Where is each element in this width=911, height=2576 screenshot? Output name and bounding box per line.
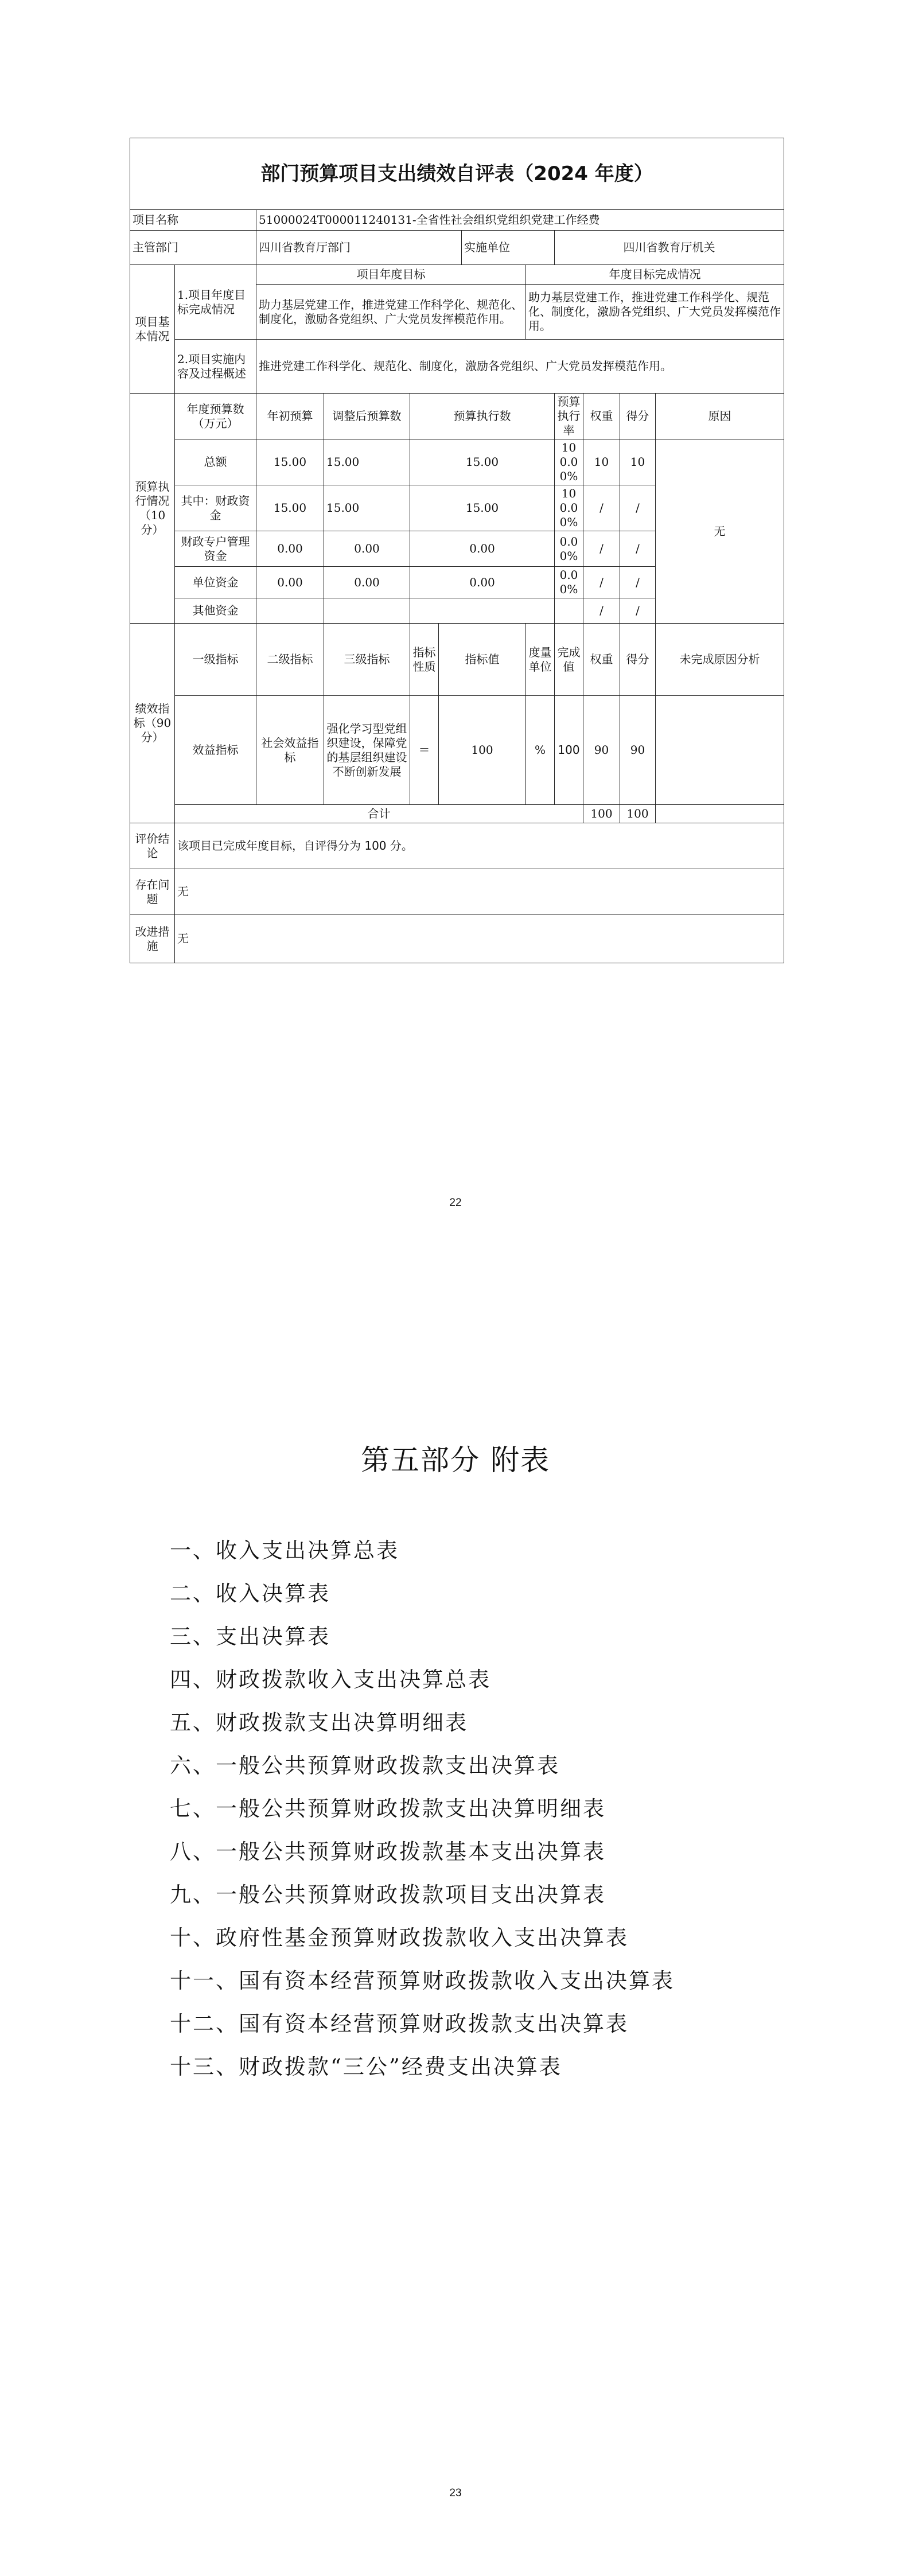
- goal-label: 1.项目年度目标完成情况: [175, 265, 256, 340]
- budget-row-weight: /: [583, 485, 620, 531]
- budget-row-adjusted: 15.00: [324, 485, 410, 531]
- budget-header-initial: 年初预算: [256, 394, 324, 439]
- budget-row-executed: 15.00: [410, 439, 555, 485]
- eval-label: 评价结论: [130, 823, 175, 869]
- perf-header-level3: 三级指标: [324, 624, 410, 696]
- budget-row-weight: 10: [583, 439, 620, 485]
- budget-row-score: /: [620, 567, 656, 598]
- measure-label: 改进措施: [130, 915, 175, 963]
- project-name-value: 51000024T000011240131-全省性社会组织党组织党建工作经费: [256, 210, 784, 231]
- budget-row-weight: /: [583, 531, 620, 567]
- done-text: 助力基层党建工作，推进党建工作科学化、规范化、制度化，激励各党组织、广大党员发挥模范作用。: [526, 285, 784, 340]
- budget-row-rate: 0.00%: [555, 567, 583, 598]
- content-label: 2.项目实施内容及过程概述: [175, 340, 256, 394]
- perf-label: 绩效指标（90分）: [130, 624, 175, 823]
- perf-header-reason: 未完成原因分析: [656, 624, 784, 696]
- list-item: 十三、财政拨款“三公”经费支出决算表: [170, 2054, 562, 2079]
- performance-self-evaluation-table: [130, 138, 784, 963]
- budget-row-executed: 0.00: [410, 531, 555, 567]
- list-item: 十、政府性基金预算财政拨款收入支出决算表: [170, 1925, 629, 1950]
- total-score: 100: [620, 805, 656, 823]
- goal-text: 助力基层党建工作，推进党建工作科学化、规范化、制度化，激励各党组织、广大党员发挥模范作用。: [256, 285, 526, 340]
- total-label: 合计: [175, 805, 583, 823]
- budget-header-score: 得分: [620, 394, 656, 439]
- list-item: 六、一般公共预算财政拨款支出决算表: [170, 1753, 560, 1778]
- perf-value: 100: [439, 696, 526, 805]
- budget-row-name: 其中：财政资金: [175, 485, 256, 531]
- budget-row-name: 单位资金: [175, 567, 256, 598]
- budget-row-rate: 100.00%: [555, 439, 583, 485]
- perf-unit: %: [526, 696, 555, 805]
- table-title: 部门预算项目支出绩效自评表（2024 年度）: [130, 138, 784, 210]
- list-item: 十二、国有资本经营预算财政拨款支出决算表: [170, 2011, 629, 2036]
- budget-row-weight: /: [583, 598, 620, 624]
- budget-header-adjusted: 调整后预算数: [324, 394, 410, 439]
- budget-row-weight: /: [583, 567, 620, 598]
- total-reason-empty: [656, 805, 784, 823]
- content-text: 推进党建工作科学化、规范化、制度化，激励各党组织、广大党员发挥模范作用。: [256, 340, 784, 394]
- budget-row-initial: 15.00: [256, 439, 324, 485]
- budget-label: 预算执行情况（10分）: [130, 394, 175, 624]
- perf-header-value: 指标值: [439, 624, 526, 696]
- done-header: 年度目标完成情况: [526, 265, 784, 285]
- part-title: 第五部分 附表: [361, 1443, 550, 1477]
- budget-row-score: /: [620, 531, 656, 567]
- dept-label: 主管部门: [130, 231, 256, 265]
- page-number: 22: [449, 1197, 462, 1209]
- perf-nature: ＝: [410, 696, 439, 805]
- perf-header-unit: 度量单位: [526, 624, 555, 696]
- page-23: [0, 1288, 911, 2576]
- budget-header-rate: 预算执行率: [555, 394, 583, 439]
- perf-level1: 效益指标: [175, 696, 256, 805]
- list-item: 九、一般公共预算财政拨款项目支出决算表: [170, 1882, 606, 1907]
- budget-reason-value: 无: [656, 439, 784, 624]
- list-item: 八、一般公共预算财政拨款基本支出决算表: [170, 1839, 606, 1864]
- issue-label: 存在问题: [130, 869, 175, 915]
- perf-level3: 强化学习型党组织建设，保障党的基层组织建设不断创新发展: [324, 696, 410, 805]
- budget-row-adjusted: 0.00: [324, 567, 410, 598]
- list-item: 四、财政拨款收入支出决算总表: [170, 1667, 491, 1692]
- impl-label: 实施单位: [462, 231, 555, 265]
- budget-header-weight: 权重: [583, 394, 620, 439]
- eval-text: 该项目已完成年度目标，自评得分为 100 分。: [175, 823, 784, 869]
- budget-row-score: /: [620, 598, 656, 624]
- perf-header-weight: 权重: [583, 624, 620, 696]
- total-weight: 100: [583, 805, 620, 823]
- perf-weight: 90: [583, 696, 620, 805]
- perf-actual: 100: [555, 696, 583, 805]
- list-item: 十一、国有资本经营预算财政拨款收入支出决算表: [170, 1968, 675, 1993]
- list-item: 五、财政拨款支出决算明细表: [170, 1710, 468, 1735]
- perf-score: 90: [620, 696, 656, 805]
- project-name-label: 项目名称: [130, 210, 256, 231]
- appendix-list: [170, 1529, 675, 2088]
- budget-header-year: 年度预算数（万元）: [175, 394, 256, 439]
- basic-info-label: 项目基本情况: [130, 265, 175, 394]
- impl-value: 四川省教育厅机关: [555, 231, 784, 265]
- perf-header-level2: 二级指标: [256, 624, 324, 696]
- budget-row-rate: [555, 598, 583, 624]
- list-item: 一、收入支出决算总表: [170, 1538, 399, 1563]
- perf-header-nature: 指标性质: [410, 624, 439, 696]
- budget-header-reason: 原因: [656, 394, 784, 439]
- budget-row-score: 10: [620, 439, 656, 485]
- budget-row-score: /: [620, 485, 656, 531]
- perf-header-actual: 完成值: [555, 624, 583, 696]
- goal-header: 项目年度目标: [256, 265, 526, 285]
- perf-level2: 社会效益指标: [256, 696, 324, 805]
- measure-text: 无: [175, 915, 784, 963]
- budget-row-initial: [256, 598, 324, 624]
- budget-row-executed: 15.00: [410, 485, 555, 531]
- budget-row-executed: [410, 598, 555, 624]
- budget-row-initial: 15.00: [256, 485, 324, 531]
- budget-row-rate: 100.00%: [555, 485, 583, 531]
- budget-header-executed: 预算执行数: [410, 394, 555, 439]
- page-number: 23: [449, 2487, 462, 2499]
- perf-reason: [656, 696, 784, 805]
- budget-row-rate: 0.00%: [555, 531, 583, 567]
- perf-header-score: 得分: [620, 624, 656, 696]
- budget-row-initial: 0.00: [256, 567, 324, 598]
- issue-text: 无: [175, 869, 784, 915]
- perf-header-level1: 一级指标: [175, 624, 256, 696]
- list-item: 三、支出决算表: [170, 1624, 330, 1649]
- budget-row-name: 财政专户管理资金: [175, 531, 256, 567]
- budget-row-executed: 0.00: [410, 567, 555, 598]
- budget-row-name: 总额: [175, 439, 256, 485]
- budget-row-name: 其他资金: [175, 598, 256, 624]
- budget-row-adjusted: 15.00: [324, 439, 410, 485]
- dept-value: 四川省教育厅部门: [256, 231, 462, 265]
- budget-row-initial: 0.00: [256, 531, 324, 567]
- list-item: 二、收入决算表: [170, 1581, 330, 1606]
- budget-row-adjusted: [324, 598, 410, 624]
- budget-row-adjusted: 0.00: [324, 531, 410, 567]
- list-item: 七、一般公共预算财政拨款支出决算明细表: [170, 1796, 606, 1821]
